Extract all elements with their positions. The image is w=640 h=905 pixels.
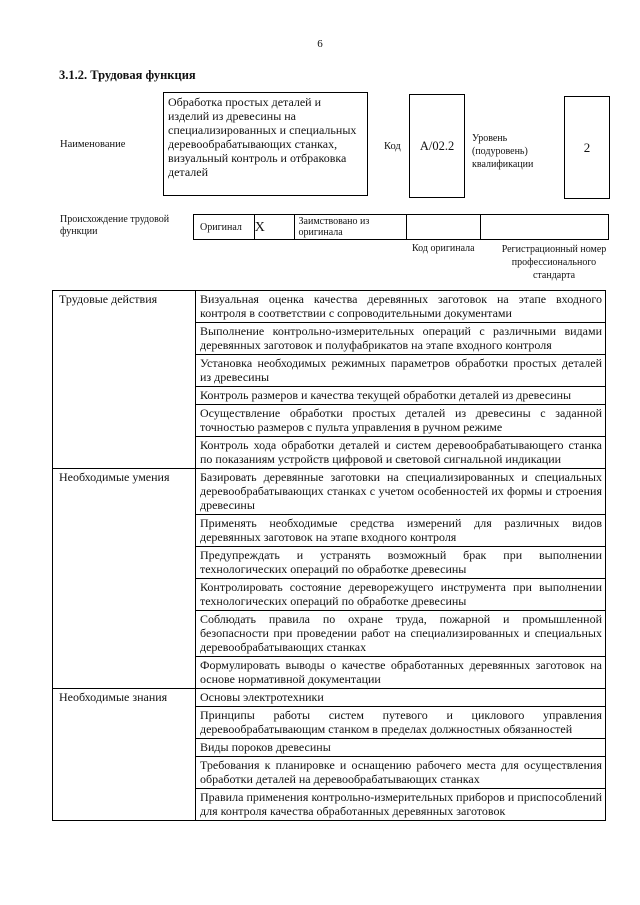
table-cell: Установка необходимых режимных параметров обработки простых деталей из древесины xyxy=(196,355,606,387)
section-title: 3.1.2. Трудовая функция xyxy=(59,68,196,82)
table-cell: Контроль хода обработки деталей и систем деревообрабатывающего станка по показаниям устройств цифровой и световой сигнальной индикации xyxy=(196,437,606,469)
level-label: Уровень (подуровень) квалификации xyxy=(472,133,534,170)
original-label: Оригинал xyxy=(194,215,255,239)
function-details-table xyxy=(52,290,606,821)
reg-number-cell xyxy=(481,215,608,239)
table-row xyxy=(53,689,606,707)
table-cell: Формулировать выводы о качестве обработанных деревянных заготовок на основе нормативной документации xyxy=(196,657,606,689)
table-cell: Соблюдать правила по охране труда, пожарной и промышленной безопасности при проведении работ на специализированных и специальных деревообрабатывающих станках xyxy=(196,611,606,657)
table-cell: Требования к планировке и оснащению рабочего места для осуществления обработки деталей на деревообрабатывающих станках xyxy=(196,757,606,789)
category-labor-actions: Трудовые действия xyxy=(53,291,196,469)
table-cell: Принципы работы систем путевого и циклового управления деревообрабатывающим станком в пределах должностных обязанностей xyxy=(196,707,606,739)
table-cell: Предупреждать и устранять возможный брак при выполнении технологических операций по обработке древесины xyxy=(196,547,606,579)
name-label: Наименование xyxy=(60,139,126,150)
origin-label: Происхождение трудовой функции xyxy=(60,214,170,237)
table-row xyxy=(53,291,606,323)
table-cell: Основы электротехники xyxy=(196,689,606,707)
level-value: 2 xyxy=(583,139,591,155)
table-cell: Визуальная оценка качества деревянных заготовок на этапе входного контроля в соответствии с сопроводительными документами xyxy=(196,291,606,323)
original-code-cell xyxy=(407,215,481,239)
function-name-box: Обработка простых деталей и изделий из древесины на специализированных и специальных деревообрабатывающих станках, визуальный контроль и отбраковка деталей xyxy=(163,92,368,196)
original-mark: X xyxy=(255,215,295,239)
table-row xyxy=(53,469,606,515)
table-cell: Осуществление обработки простых деталей из древесины с заданной точностью размеров с пульта управления в ручном режиме xyxy=(196,405,606,437)
borrowed-label: Заимствовано из оригинала xyxy=(295,215,407,239)
code-value-box xyxy=(409,94,465,198)
reg-number-label: Регистрационный номер профессионального стандарта xyxy=(501,244,607,281)
code-value: A/02.2 xyxy=(419,138,455,153)
table-cell: Правила применения контрольно-измерительных приборов и приспособлений для контроля качества обработанных деревянных заготовок xyxy=(196,789,606,821)
category-skills: Необходимые умения xyxy=(53,469,196,689)
original-code-label: Код оригинала xyxy=(412,243,475,254)
page-number: 6 xyxy=(317,38,323,50)
table-cell: Контролировать состояние дереворежущего инструмента при выполнении технологических операций по обработке древесины xyxy=(196,579,606,611)
code-label: Код xyxy=(384,141,401,152)
origin-table xyxy=(193,214,609,240)
category-knowledge: Необходимые знания xyxy=(53,689,196,821)
level-value-box xyxy=(564,96,610,199)
table-cell: Виды пороков древесины xyxy=(196,739,606,757)
table-cell: Выполнение контрольно-измерительных операций с различными видами деревянных заготовок и полуфабрикатов на этапе входного контроля xyxy=(196,323,606,355)
table-cell: Контроль размеров и качества текущей обработки деталей из древесины xyxy=(196,387,606,405)
table-cell: Базировать деревянные заготовки на специализированных и специальных деревообрабатывающих станках с учетом особенностей их формы и строения древесины xyxy=(196,469,606,515)
table-cell: Применять необходимые средства измерений для различных видов деревянных заготовок на этапе входного контроля xyxy=(196,515,606,547)
